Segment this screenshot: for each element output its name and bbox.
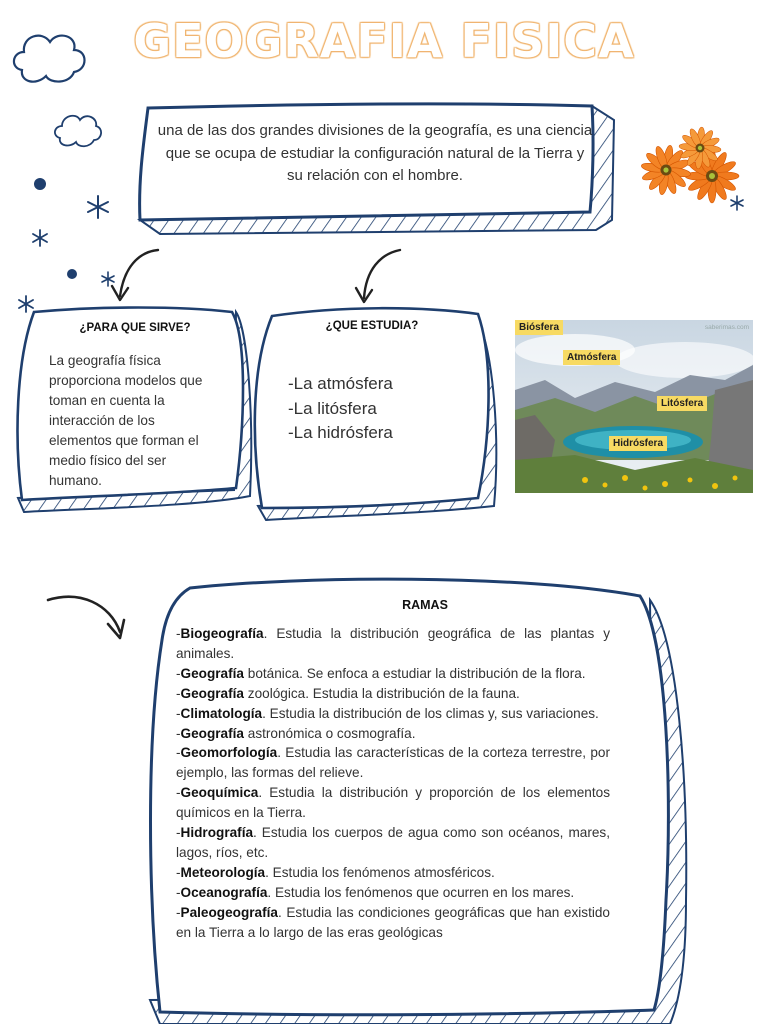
arrow-icon bbox=[120, 250, 158, 296]
branch-description: . Estudia las características de la corteza terrestre, por ejemplo, las formas del relieve. bbox=[176, 745, 610, 781]
list-item: -La litósfera bbox=[288, 398, 377, 418]
sparkle-icon bbox=[19, 296, 33, 312]
branch-term: Biogeografía bbox=[180, 626, 264, 641]
que-estudia-list bbox=[288, 372, 393, 446]
intro-text: una de las dos grandes divisiones de la geografía, es una ciencia que se ocupa de estudiar la configuración natural de la Tierra y su relación con el hombre. bbox=[157, 122, 593, 184]
image-credit: saberimas.com bbox=[704, 324, 749, 331]
label-hidrosfera: Hidrósfera bbox=[609, 436, 667, 451]
branch-term: Hidrografía bbox=[180, 825, 254, 841]
sparkle-icon bbox=[102, 272, 114, 286]
list-item: -Geografía astronómica o cosmografía. bbox=[176, 725, 416, 741]
flower-icon bbox=[641, 127, 739, 203]
label-atmosfera: Atmósfera bbox=[563, 350, 620, 365]
branch-description: . Estudia los fenómenos atmosféricos. bbox=[265, 864, 495, 880]
que-estudia-heading: ¿QUE ESTUDIA? bbox=[325, 320, 419, 332]
list-item: -Biogeografía. Estudia la distribución geográfica de las plantas y animales. bbox=[176, 626, 610, 661]
list-item: -Geografía zoológica. Estudia la distribución de la fauna. bbox=[176, 685, 520, 701]
list-item: -Oceanografía. Estudia los fenómenos que ocurren en los mares. bbox=[176, 884, 575, 900]
branch-description: . Estudia los cuerpos de agua como son océanos, mares, lagos, ríos, etc. bbox=[176, 825, 610, 860]
label-biosfera: Biósfera bbox=[515, 320, 563, 335]
branch-term: Oceanografía bbox=[180, 884, 268, 900]
list-item: -Geomorfología. Estudia las características de la corteza terrestre, por ejemplo, las formas del relieve. bbox=[176, 745, 610, 781]
branch-description: . Estudia la distribución de los climas y, sus variaciones. bbox=[262, 705, 599, 721]
list-item: -Climatología. Estudia la distribución de los climas y, sus variaciones. bbox=[176, 705, 599, 721]
ramas-heading: RAMAS bbox=[402, 598, 448, 612]
sparkle-icon bbox=[33, 230, 47, 246]
list-item: -Geoquímica. Estudia la distribución y proporción de los elementos químicos en la Tierra. bbox=[176, 785, 610, 821]
branch-description: botánica. Se enfoca a estudiar la distribución de la flora. bbox=[244, 665, 586, 681]
label-litosfera: Litósfera bbox=[657, 396, 707, 411]
branch-term: Geografía bbox=[180, 725, 244, 741]
sparkle-icon bbox=[88, 196, 108, 218]
branch-description: . Estudia las condiciones geográficas que han existido en la Tierra a lo largo de las eras geológicas bbox=[176, 904, 610, 940]
branch-description: . Estudia los fenómenos que ocurren en los mares. bbox=[267, 884, 575, 900]
branch-term: Geografía bbox=[180, 665, 244, 681]
branch-description: astronómica o cosmografía. bbox=[244, 725, 416, 741]
ramas-list bbox=[176, 624, 610, 943]
branch-term: Geomorfología bbox=[180, 745, 278, 761]
list-item: -Paleogeografía. Estudia las condiciones geográficas que han existido en la Tierra a lo largo de las eras geológicas bbox=[176, 904, 610, 940]
branch-description: . Estudia la distribución y proporción de los elementos químicos en la Tierra. bbox=[176, 785, 610, 821]
list-item: -La atmósfera bbox=[288, 374, 393, 393]
list-item: -La hidrósfera bbox=[288, 423, 393, 442]
branch-term: Climatología bbox=[180, 705, 263, 721]
sparkle-icon bbox=[731, 196, 743, 210]
branch-term: Paleogeografía bbox=[180, 904, 278, 920]
para-que-sirve-heading: ¿PARA QUE SIRVE? bbox=[79, 322, 191, 334]
list-item: -Hidrografía. Estudia los cuerpos de agua como son océanos, mares, lagos, ríos, etc. bbox=[176, 825, 610, 860]
branch-description: zoológica. Estudia la distribución de la fauna. bbox=[244, 685, 520, 701]
branch-term: Meteorología bbox=[180, 864, 266, 880]
spheres-landscape-image bbox=[515, 320, 753, 493]
small-cloud-icon bbox=[55, 116, 101, 147]
arrow-icon bbox=[364, 250, 400, 298]
list-item: -Meteorología. Estudia los fenómenos atmosféricos. bbox=[176, 864, 495, 880]
branch-description: . Estudia la distribución geográfica de las plantas y animales. bbox=[176, 626, 610, 661]
dot-decoration bbox=[67, 269, 77, 279]
branch-term: Geoquímica bbox=[180, 785, 259, 801]
page-title: GEOGRAFIA FISICA bbox=[133, 14, 635, 68]
list-item: -Geografía botánica. Se enfoca a estudiar la distribución de la flora. bbox=[176, 665, 586, 681]
para-que-sirve-text: La geografía física proporciona modelos que toman en cuenta la interacción de los elementos que forman el medio físico del ser humano. bbox=[49, 353, 203, 488]
branch-term: Geografía bbox=[180, 685, 244, 701]
dot-decoration bbox=[34, 178, 46, 190]
